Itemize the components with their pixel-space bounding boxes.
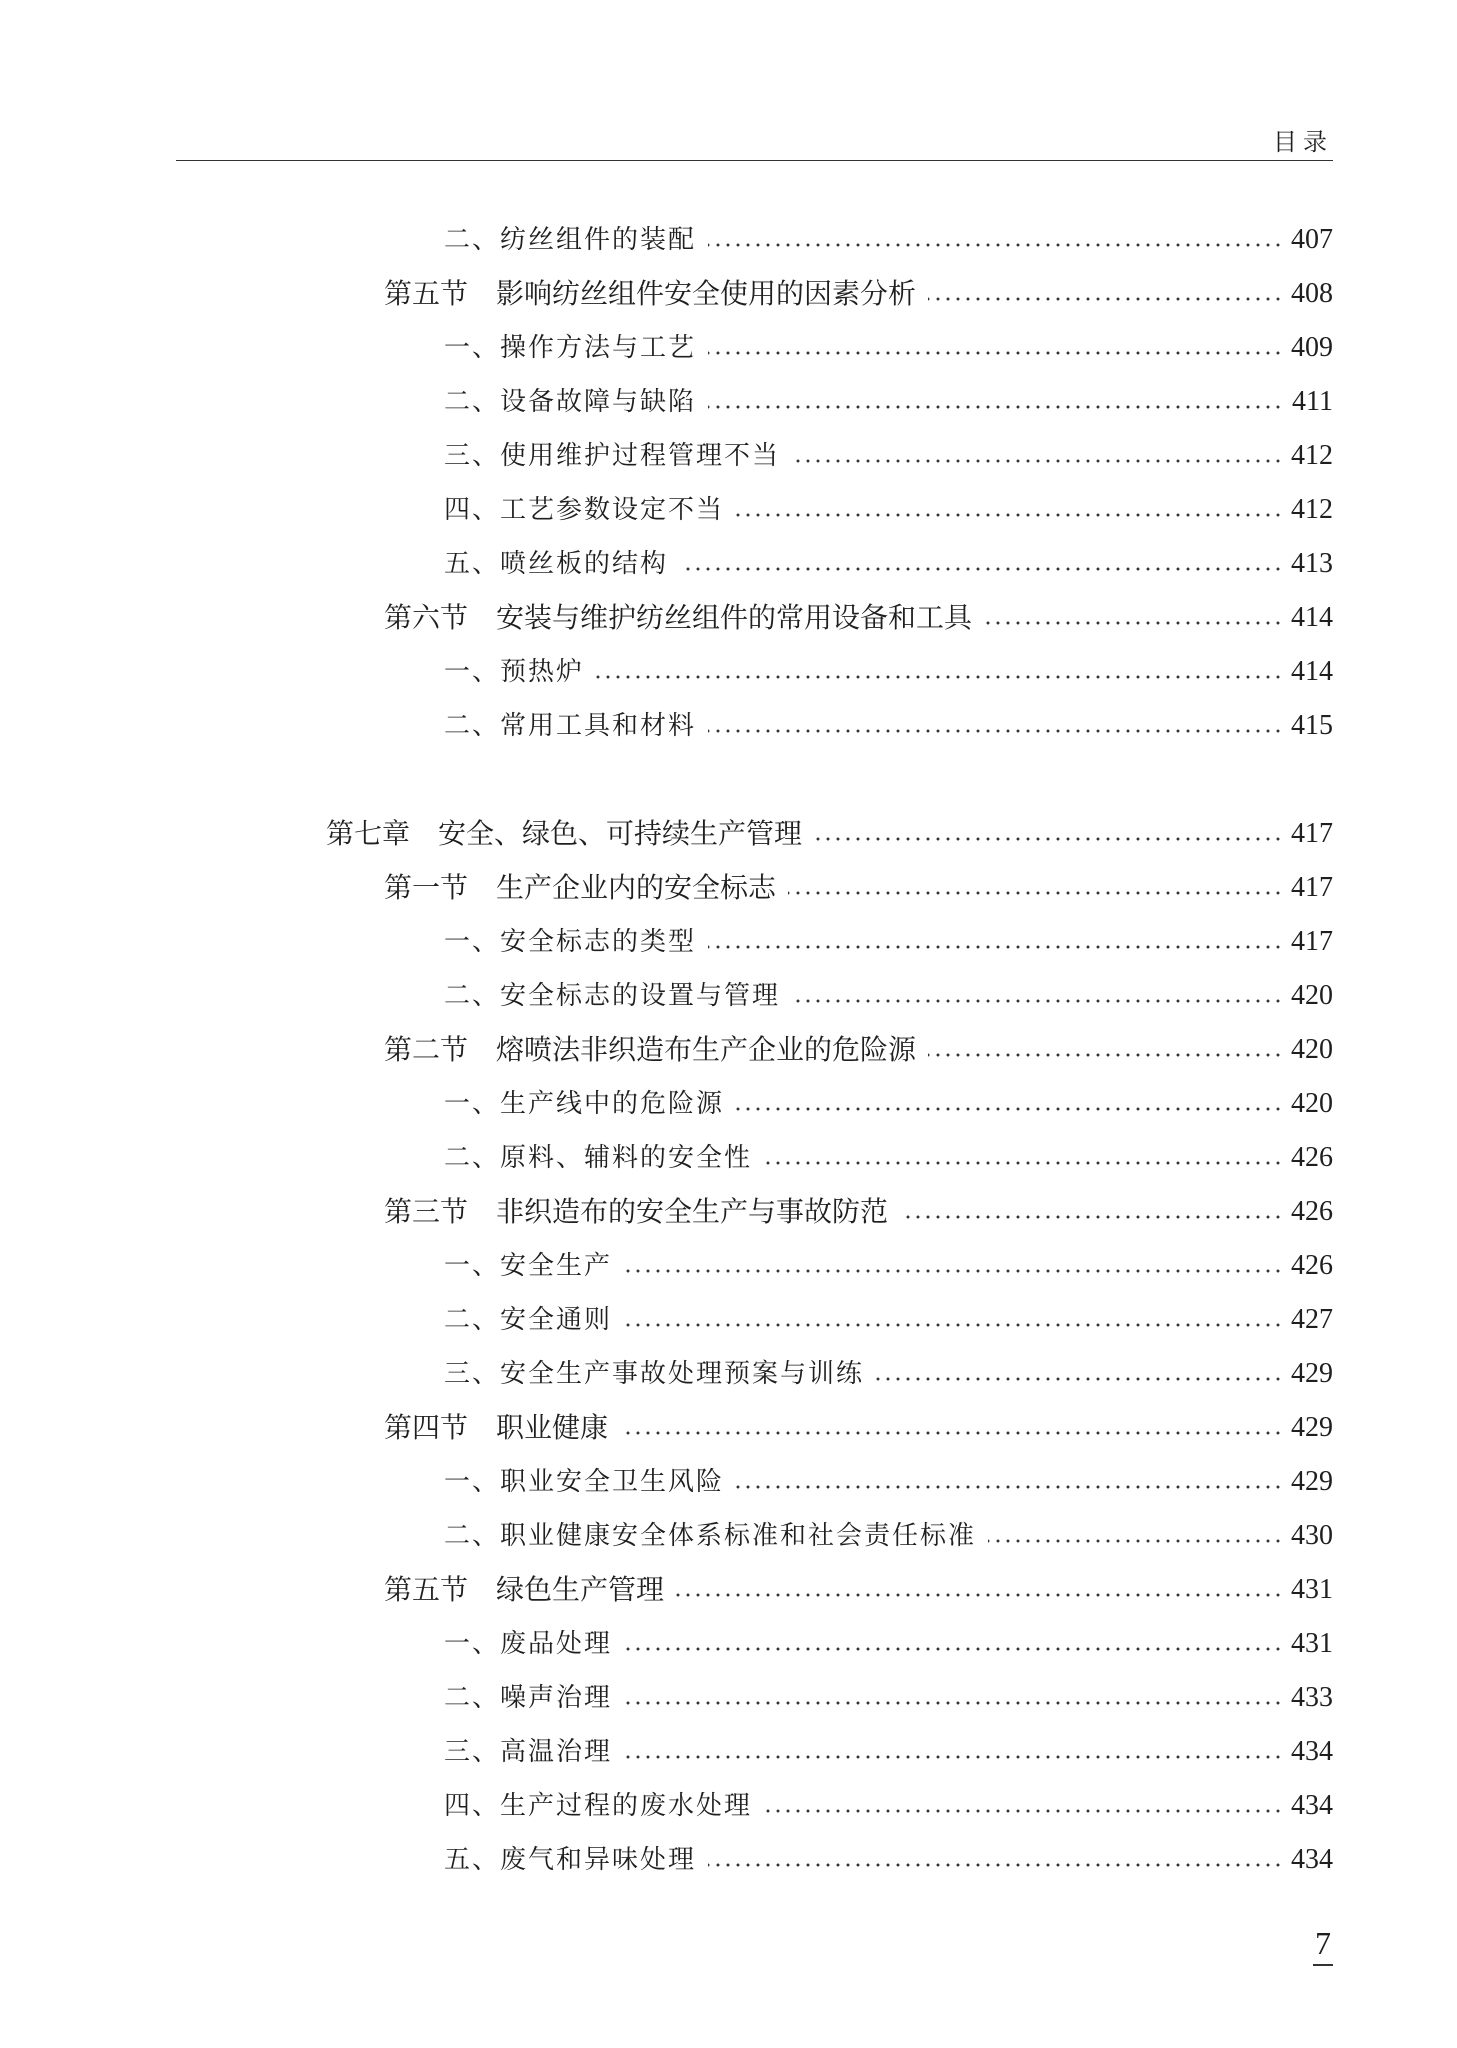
dot-leader (596, 674, 1283, 680)
dot-leader (680, 566, 1283, 572)
toc-entry-page: 413 (1291, 548, 1333, 579)
toc-entry-label: 二、职业健康安全体系标准和社会责任标准 (444, 1521, 977, 1551)
dot-leader (736, 512, 1283, 518)
dot-leader (788, 890, 1283, 896)
header-rule (176, 160, 1333, 161)
toc-entry-label: 第六节 安装与维护纺丝组件的常用设备和工具 (384, 601, 973, 634)
toc-entry[interactable] (444, 1140, 1333, 1176)
toc-entry[interactable] (444, 438, 1333, 474)
toc-entry[interactable] (384, 1572, 1333, 1608)
dot-leader (984, 620, 1283, 626)
dot-leader (900, 1214, 1283, 1220)
running-header-title: 目录 (1273, 128, 1333, 156)
toc-entry-page: 430 (1291, 1520, 1333, 1551)
toc-entry-label: 二、安全标志的设置与管理 (444, 981, 781, 1011)
toc-entry-label: 第三节 非织造布的安全生产与事故防范 (384, 1195, 889, 1228)
toc-entry-page: 434 (1291, 1790, 1333, 1821)
dot-leader (764, 1160, 1283, 1166)
toc-entry-label: 五、废气和异味处理 (444, 1845, 697, 1875)
toc-entry-page: 407 (1291, 224, 1333, 255)
toc-entry[interactable] (384, 600, 1333, 636)
toc-entry-page: 434 (1291, 1844, 1333, 1875)
toc-entry-page: 414 (1291, 602, 1333, 633)
toc-entry-label: 三、高温治理 (444, 1737, 613, 1767)
toc-entry-label: 一、预热炉 (444, 657, 585, 687)
toc-entry-page: 408 (1291, 278, 1333, 309)
dot-leader (736, 1106, 1283, 1112)
toc-entry-page: 433 (1291, 1682, 1333, 1713)
dot-leader (676, 1592, 1283, 1598)
dot-leader (624, 1646, 1283, 1652)
dot-leader (708, 728, 1283, 734)
toc-entry-page: 420 (1291, 980, 1333, 1011)
toc-entry-label: 第二节 熔喷法非织造布生产企业的危险源 (384, 1033, 917, 1066)
toc-entry-page: 426 (1291, 1250, 1333, 1281)
toc-entry-page: 426 (1291, 1196, 1333, 1227)
toc-entry[interactable] (384, 276, 1333, 312)
dot-leader (624, 1268, 1283, 1274)
toc-entry[interactable] (384, 1032, 1333, 1068)
toc-entry[interactable] (444, 1248, 1333, 1284)
toc-entry-label: 二、纺丝组件的装配 (444, 225, 697, 255)
toc-entry[interactable] (444, 1734, 1333, 1770)
toc-entry-label: 第四节 职业健康 (384, 1411, 609, 1444)
toc-entry-page: 420 (1291, 1088, 1333, 1119)
toc-entry-page: 417 (1291, 872, 1333, 903)
dot-leader (876, 1376, 1283, 1382)
dot-leader (928, 1052, 1283, 1058)
dot-leader (624, 1700, 1283, 1706)
toc-entry[interactable] (444, 1464, 1333, 1500)
toc-entry[interactable] (444, 1518, 1333, 1554)
page-number: 7 (1313, 1925, 1333, 1966)
toc-entry[interactable] (444, 1302, 1333, 1338)
toc-entry-page: 431 (1291, 1628, 1333, 1659)
toc-entry-page: 434 (1291, 1736, 1333, 1767)
toc-entry[interactable] (444, 978, 1333, 1014)
dot-leader (708, 350, 1283, 356)
toc-entry[interactable] (384, 1410, 1333, 1446)
toc-entry-page: 411 (1292, 386, 1333, 417)
toc-entry[interactable] (444, 546, 1333, 582)
dot-leader (736, 1484, 1283, 1490)
toc-entry[interactable] (384, 1194, 1333, 1230)
toc-entry[interactable] (444, 1626, 1333, 1662)
toc-entry-label: 一、安全标志的类型 (444, 927, 697, 957)
toc-entry[interactable] (444, 1842, 1333, 1878)
toc-entry-page: 414 (1291, 656, 1333, 687)
toc-entry-page: 415 (1291, 710, 1333, 741)
dot-leader (620, 1430, 1283, 1436)
toc-entry[interactable] (444, 924, 1333, 960)
toc-entry[interactable] (384, 870, 1333, 906)
toc-entry-page: 429 (1291, 1466, 1333, 1497)
toc-chapter-entry[interactable] (326, 816, 1333, 852)
toc-entry[interactable] (444, 1356, 1333, 1392)
toc-entry-page: 427 (1291, 1304, 1333, 1335)
toc-entry-label: 一、操作方法与工艺 (444, 333, 697, 363)
toc-entry-page: 420 (1291, 1034, 1333, 1065)
toc-entry-label: 一、职业安全卫生风险 (444, 1467, 725, 1497)
toc-entry-page: 429 (1291, 1412, 1333, 1443)
toc-entry[interactable] (444, 1086, 1333, 1122)
dot-leader (792, 998, 1283, 1004)
toc-entry[interactable] (444, 708, 1333, 744)
toc-entry-page: 417 (1291, 926, 1333, 957)
toc-entry-label: 三、安全生产事故处理预案与训练 (444, 1359, 865, 1389)
dot-leader (708, 242, 1283, 248)
toc-entry[interactable] (444, 330, 1333, 366)
toc-entry-page: 412 (1291, 494, 1333, 525)
toc-entry-page: 417 (1291, 818, 1333, 849)
dot-leader (708, 404, 1283, 410)
toc-entry-label: 二、安全通则 (444, 1305, 613, 1335)
dot-leader (928, 296, 1283, 302)
toc-entry[interactable] (444, 222, 1333, 258)
toc-entry-label: 四、生产过程的废水处理 (444, 1791, 753, 1821)
toc-entry[interactable] (444, 1680, 1333, 1716)
toc-entry-label: 第五节 影响纺丝组件安全使用的因素分析 (384, 277, 917, 310)
dot-leader (708, 944, 1283, 950)
dot-leader (792, 458, 1283, 464)
toc-entry-page: 431 (1291, 1574, 1333, 1605)
toc-entry-page: 409 (1291, 332, 1333, 363)
toc-entry-label: 三、使用维护过程管理不当 (444, 441, 781, 471)
toc-entry-page: 412 (1291, 440, 1333, 471)
dot-leader (624, 1754, 1283, 1760)
toc-entry-label: 二、噪声治理 (444, 1683, 613, 1713)
toc-entry-label: 一、废品处理 (444, 1629, 613, 1659)
dot-leader (988, 1538, 1283, 1544)
toc-entry-label: 一、生产线中的危险源 (444, 1089, 725, 1119)
toc-entry-label: 二、常用工具和材料 (444, 711, 697, 741)
toc-entry-label: 第五节 绿色生产管理 (384, 1573, 665, 1606)
dot-leader (814, 836, 1283, 842)
toc-entry-label: 五、喷丝板的结构 (444, 549, 669, 579)
toc-entry-label: 二、原料、辅料的安全性 (444, 1143, 753, 1173)
toc-entry[interactable] (444, 1788, 1333, 1824)
toc-entry-page: 426 (1291, 1142, 1333, 1173)
toc-entry-label: 第七章 安全、绿色、可持续生产管理 (326, 817, 803, 850)
toc-entry[interactable] (444, 492, 1333, 528)
dot-leader (708, 1862, 1283, 1868)
toc-entry[interactable] (444, 384, 1333, 420)
dot-leader (624, 1322, 1283, 1328)
toc-entry-label: 二、设备故障与缺陷 (444, 387, 697, 417)
toc-entry-page: 429 (1291, 1358, 1333, 1389)
toc-entry-label: 第一节 生产企业内的安全标志 (384, 871, 777, 904)
toc-entry-label: 一、安全生产 (444, 1251, 613, 1281)
toc-entry-label: 四、工艺参数设定不当 (444, 495, 725, 525)
toc-entry[interactable] (444, 654, 1333, 690)
dot-leader (764, 1808, 1283, 1814)
